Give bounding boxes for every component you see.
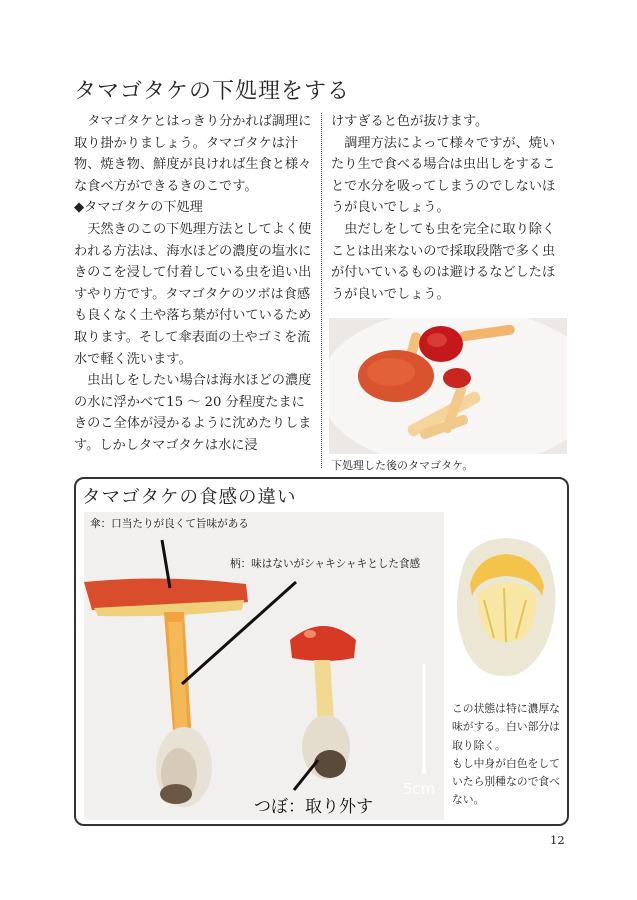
note-line: ない。 xyxy=(452,793,485,807)
photo-caption: 下処理した後のタマゴタケ。 xyxy=(331,459,474,472)
column-divider xyxy=(321,113,322,468)
paragraph: 虫出しをしたい場合は海水ほどの濃度の水に浮かべて15 〜 20 分程度たまにきのこ全体が浸かるように沈めたりします。しかしタマゴタケは水に浸 xyxy=(74,373,312,453)
texture-box-title: タマゴタケの食感の違い xyxy=(82,487,297,508)
scale-label: 5cm xyxy=(403,780,436,798)
note-line: もし中身が白色をして xyxy=(452,756,560,770)
page-title: タマゴタケの下処理をする xyxy=(74,79,351,104)
volva-label: つぼ：取り外す xyxy=(254,797,373,817)
note-line: 取り除く。 xyxy=(452,738,506,752)
section-heading: ◆タマゴタケの下処理 xyxy=(74,200,203,216)
note-line: この状態は特に濃厚な xyxy=(452,702,560,715)
paragraph: 天然きのこの下処理方法としてよく使われる方法は、海水ほどの濃度の塩水にきのこを浸して付着している虫を追い出すやり方です。タマゴタケのツボは食感も良くなく土や落ち葉が付いているため取ります。そして傘表面の土やゴミを流水で軽く洗います。 xyxy=(74,221,312,367)
cap-label: 傘：口当たりが良くて旨味がある xyxy=(90,518,249,530)
paragraph: タマゴタケとはっきり分かれば調理に取り掛かりましょう。タマゴタケは汁物、焼き物、鮮度が良ければ生食と様々な食べ方ができるきのこです。 xyxy=(74,114,312,194)
page-number: 12 xyxy=(550,833,565,847)
note-line: いたら別種なので食べ xyxy=(452,775,560,789)
paragraph: けすぎると色が抜けます。 xyxy=(331,114,489,129)
paragraph: 虫だしをしても虫を完全に取り除くことは出来ないので採取段階で多く虫が付いているものは避けるなどしたほうが良いでしょう。 xyxy=(331,221,556,302)
cross-section-photo xyxy=(448,530,564,680)
note-line: 味がする。白い部分は xyxy=(452,720,560,734)
paragraph: 調理方法によって様々ですが、焼いたり生で食べる場合は虫出しをすることで水分を吸ってしまうのでしないほうが良いでしょう。 xyxy=(331,135,556,216)
stem-label: 柄：味はないがシャキシャキとした食感 xyxy=(230,558,421,570)
prepared-mushrooms-photo xyxy=(329,318,567,454)
left-text-column xyxy=(74,111,314,457)
right-text-column xyxy=(331,111,568,305)
cross-section-note xyxy=(452,700,570,810)
